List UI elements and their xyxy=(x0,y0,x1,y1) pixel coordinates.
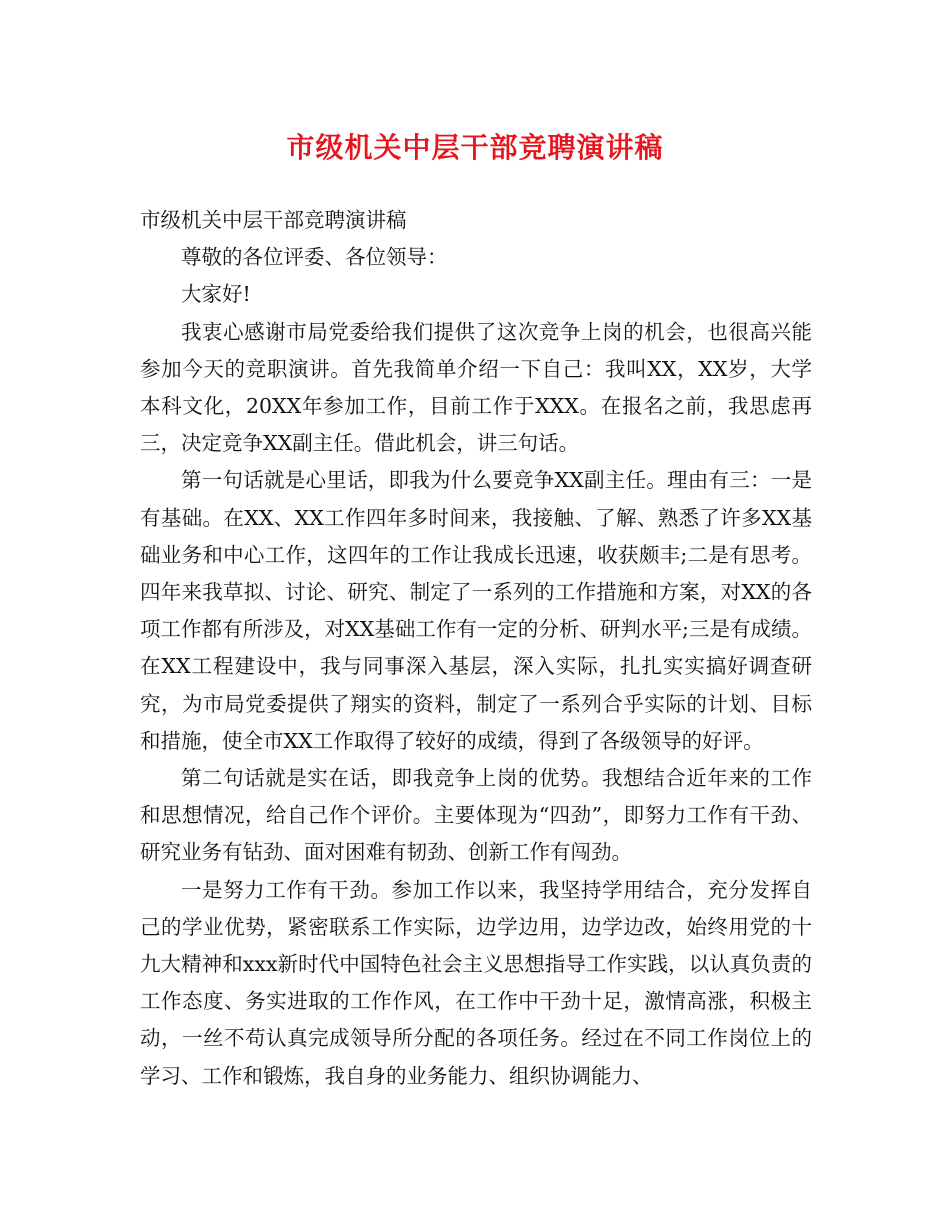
greeting: 大家好! xyxy=(181,282,251,307)
paragraph-diligence: 一是努力工作有干劲。参加工作以来，我坚持学用结合，充分发挥自己的学业优势，紧密联系工作实际，边学边用，边学边改，始终用党的十九大精神和xxx新时代中国特色社会主义思想指导工作实践，以认真负责的工作态度、务实进取的工作作风，在工作中干劲十足，激情高涨，积极主动，一丝不苟认真完成领导所分配的各项任务。经过在不同工作岗位上的学习、工作和锻炼，我自身的业务能力、组织协调能力、 xyxy=(140,877,812,1088)
salutation: 尊敬的各位评委、各位领导： xyxy=(181,245,448,270)
body-heading: 市级机关中层干部竞聘演讲稿 xyxy=(140,208,407,232)
paragraph-first-point: 第一句话就是心里话，即我为什么要竞争XX副主任。理由有三：一是有基础。在XX、XX工作四年多时间来，我接触、了解、熟悉了许多XX基础业务和中心工作，这四年的工作让我成长迅速，收获颇丰;二是有思考。四年来我草拟、讨论、研究、制定了一系列的工作措施和方案，对XX的各项工作都有所涉及，对XX基础工作有一定的分析、研判水平;三是有成绩。在XX工程建设中，我与同事深入基层，深入实际，扎扎实实搞好调查研究，为市局党委提供了翔实的资料，制定了一系列合乎实际的计划、目标和措施，使全市XX工作取得了较好的成绩，得到了各级领导的好评。 xyxy=(140,468,812,753)
paragraph-second-point: 第二句话就是实在话，即我竞争上岗的优势。我想结合近年来的工作和思想情况，给自己作个评价。主要体现为“四劲”，即努力工作有干劲、研究业务有钻劲、面对困难有韧劲、创新工作有闯劲。 xyxy=(140,766,812,865)
document-title: 市级机关中层干部竞聘演讲稿 xyxy=(286,131,664,164)
document-body xyxy=(140,202,812,1095)
paragraph-intro: 我衷心感谢市局党委给我们提供了这次竞争上岗的机会，也很高兴能参加今天的竞职演讲。首先我简单介绍一下自己：我叫XX，XX岁，大学本科文化，20XX年参加工作，目前工作于XXX。在报名之前，我思虑再三，决定竞争XX副主任。借此机会，讲三句话。 xyxy=(140,319,812,456)
